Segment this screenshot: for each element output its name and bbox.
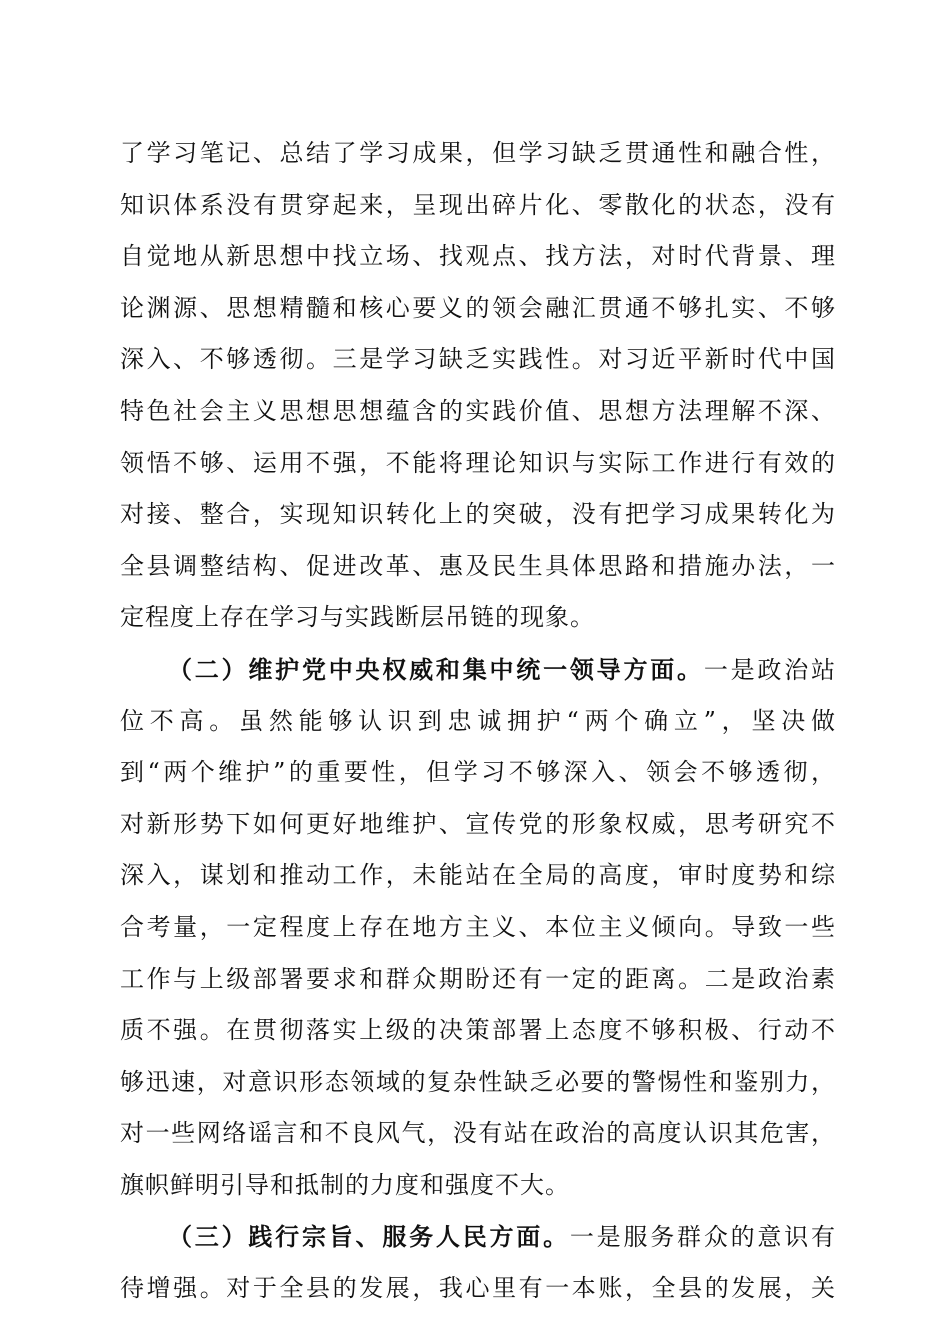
text-line: 旗帜鲜明引导和抵制的力度和强度不大。 (120, 1170, 570, 1199)
text-line: 够迅速，对意识形态领域的复杂性缺乏必要的警惕性和鉴别力， (120, 1067, 836, 1096)
text-line: 领悟不够、运用不强，不能将理论知识与实际工作进行有效的 (120, 448, 836, 477)
text-line: 位不高。虽然能够认识到忠诚拥护“两个确立”，坚决做 (120, 706, 836, 735)
text-line: 特色社会主义思想思想蕴含的实践价值、思想方法理解不深、 (120, 396, 836, 425)
text-line: 论渊源、思想精髓和核心要义的领会融汇贯通不够扎实、不够 (120, 293, 836, 322)
section-heading: （三）践行宗旨、服务人民方面。 (168, 1222, 570, 1252)
text-line: 对一些网络谣言和不良风气，没有站在政治的高度认识其危害， (120, 1119, 836, 1148)
paragraph-study (120, 128, 836, 644)
text-line: 深入、不够透彻。三是学习缺乏实践性。对习近平新时代中国 (120, 345, 836, 374)
text-line: 工作与上级部署要求和群众期盼还有一定的距离。二是政治素 (120, 964, 836, 993)
text-line: 质不强。在贯彻落实上级的决策部署上态度不够积极、行动不 (120, 1016, 836, 1045)
section-heading: （二）维护党中央权威和集中统一领导方面。 (168, 654, 704, 684)
text-line: 定程度上存在学习与实践断层吊链的现象。 (120, 603, 595, 632)
paragraph-authority (120, 644, 836, 1212)
text-span: 一是服务群众的意识有 (569, 1223, 836, 1252)
paragraph-service (120, 1211, 836, 1314)
text-line: 合考量，一定程度上存在地方主义、本位主义倾向。导致一些 (120, 912, 836, 941)
text-line: 自觉地从新思想中找立场、找观点、找方法，对时代背景、理 (120, 242, 836, 271)
text-line: 待增强。对于全县的发展，我心里有一本账，全县的发展，关 (120, 1274, 836, 1303)
paragraph-first-line (120, 1211, 836, 1263)
document-body (120, 128, 836, 1315)
text-line: 全县调整结构、促进改革、惠及民生具体思路和措施办法，一 (120, 551, 836, 580)
text-span: 一是政治站 (703, 655, 836, 684)
text-line: 对接、整合，实现知识转化上的突破，没有把学习成果转化为 (120, 500, 836, 529)
text-line: 了学习笔记、总结了学习成果，但学习缺乏贯通性和融合性， (120, 139, 836, 167)
text-line: 到“两个维护”的重要性，但学习不够深入、领会不够透彻， (120, 758, 836, 787)
text-line: 深入，谋划和推动工作，未能站在全局的高度，审时度势和综 (120, 861, 836, 890)
text-line: 对新形势下如何更好地维护、宣传党的形象权威，思考研究不 (120, 809, 836, 838)
text-line: 知识体系没有贯穿起来，呈现出碎片化、零散化的状态，没有 (120, 190, 836, 219)
paragraph-first-line (120, 644, 836, 696)
